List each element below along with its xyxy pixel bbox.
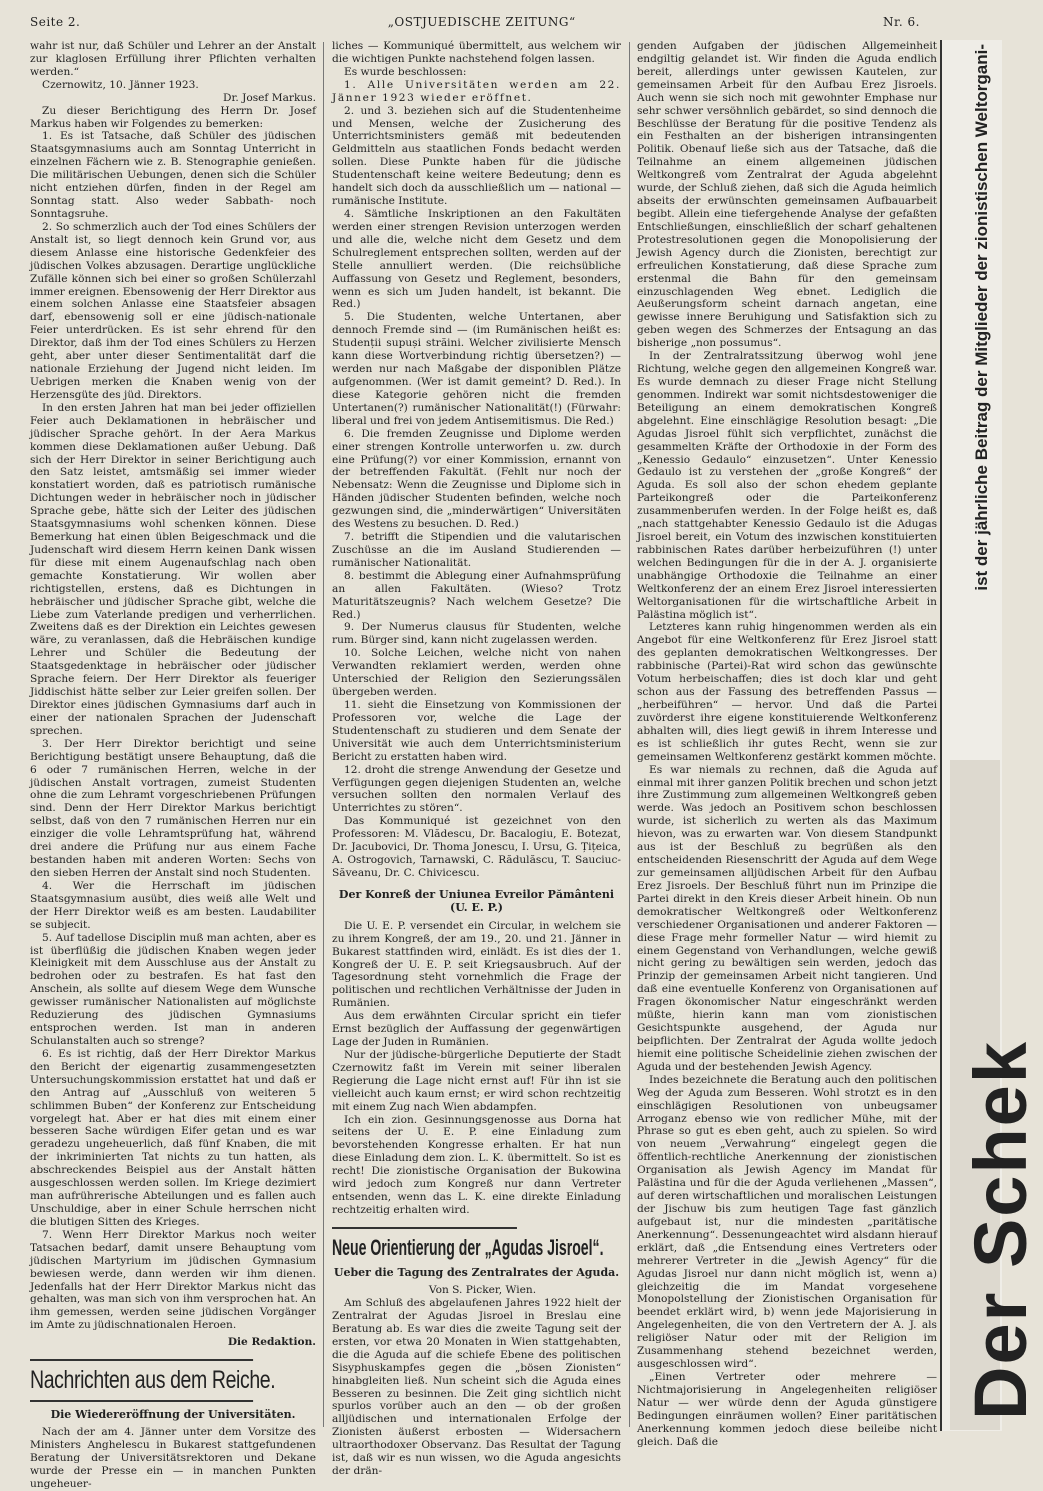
signer: Dr. Josef Markus.	[222, 91, 316, 104]
paragraph: genden Aufgaben der jüdischen Allgemeinheit endgiltig gelandet ist. Wir finden die Aguda endlich bereit, allerdings unter gewissen Kautelen, zur gemeinsamen Arbeit für den Aufbau Erez Jisroels. Auch wenn sie sich noch mit gewohnter Emphase nur sehr schwer versöhnlich gebärdet, so sind dennoch die Beschlüsse der Beratung für die positive Tendenz als ein Festhalten an der bisherigen intransingenten Politik. Obenauf ließe sich aus der Tatsache, daß die Teilnahme an einem allgemeinen jüdischen Weltkongreß vom Zentralrat der Aguda abgelehnt wurde, der Schluß ziehen, daß sich die Aguda heimlich abseits der erwünschten gemeinsamen Aufbauarbeit begibt. Allein eine tiefergehende Analyse der gefaßten Entschließungen, einschließlich der scharf gehaltenen Protestresolutionen gegen die Monopolisierung der Jewish Agency durch die Zionisten, berechtigt zur erfreulichen Konstatierung, daß diese Sprache zum erstenmal die Bahn für den gemeinsam einzuschlagenden Weg ebnet. Lediglich die Aeußerungsform scheint darnach angetan, eine gewisse innere Beruhigung und Satisfaktion sich zu geben wegen des Schmerzes der Entsagung an das bisherige „non possumus“.	[637, 40, 937, 350]
paragraph: Zu dieser Berichtigung des Herrn Dr. Josef Markus haben wir Folgendes zu bemerken:	[30, 104, 316, 130]
paragraph: 9. Der Numerus clausus für Studenten, welche rum. Bürger sind, kann nicht zugelassen werden.	[332, 621, 621, 647]
paragraph: liches — Kommuniqué übermittelt, aus welchem wir die wichtigen Punkte nachstehend folgen lassen.	[332, 40, 621, 65]
newspaper-title: „OSTJUEDISCHE ZEITUNG“	[387, 15, 576, 29]
article-headline: Neue Orientierung der „Agudas Jisroel“.	[332, 1227, 517, 1262]
paragraph: Nur der jüdische-bürgerliche Deputierte der Stadt Czernowitz faßt im Verein mit seiner liberalen Regierung die Lage nicht ernst auf! Für ihn ist sie vielleicht auch kaum ernst; er wird schon rechtzeitig mit einem Zug nach Wien abdampfen.	[332, 1048, 621, 1113]
side-advert-strip	[940, 40, 1042, 1431]
article-title: Der Konreß der Uniunea Evreilor Pământeni (U. E. P.)	[338, 887, 615, 915]
paragraph: 3. Der Herr Direktor berichtigt und seine Berichtigung bestätigt unsere Behauptung, daß die 6 oder 7 rumänischen Herren, welche in der jüdischen Anstalt vortragen, zumeist Studenten ohne die zum Lehramt vorgeschriebenen Prüfungen sind. Denn der Herr Direktor Markus berichtigt selbst, daß von den 7 rumänischen Herren nur ein einziger die volle Lehramtsprüfung hat, während drei andere die Prüfung nur aus einem Fache bestanden haben mit anderen Worten: Sechs von den sieben Herren der Anstalt sind noch Studenten.	[30, 737, 316, 879]
paragraph: 2. So schmerzlich auch der Tod eines Schülers der Anstalt ist, so liegt dennoch kein Grund vor, aus diesem Anlasse eine historische Gedenkfeier des jüdischen Volkes abzusagen. Derartige unglückliche Zufälle können sich bei einer so großen Schülerzahl immer ereignen. Ebensowenig der Herr Direktor aus einem solchen Anlasse eine Staatsfeier absagen darf, ebensowenig soll er eine jüdisch-nationale Feier unterdrücken. Es ist sehr ehrend für den Direktor, daß ihm der Tod eines Schülers zu Herzen geht, aber unter dieser Sentimentalität darf die nationale Erziehung der Jugend nicht leiden. Im Uebrigen merken die Knaben wenig von der Herzensgüte des jüd. Direktors.	[30, 220, 316, 401]
paragraph: Es wurde beschlossen:	[344, 65, 467, 78]
paragraph: 10. Solche Leichen, welche nicht von nahen Verwandten reklamiert werden, werden ohne Unterschied der Religion den Sezierungssälen übergeben werden.	[332, 647, 621, 699]
paragraph: 4. Sämtliche Inskriptionen an den Fakultäten werden einer strengen Revision unterzogen werden und alle die, welche nicht dem Gesetz und dem Schulreglement entsprechen sollten, werden auf der Stelle annulliert werden. (Die reichsübliche Auffassung von Gesetz und Reglement, besonders, wenn es sich um Juden handelt, ist bekannt. Die Red.)	[332, 207, 621, 311]
paragraph: 7. betrifft die Stipendien und die valutarischen Zuschüsse an die im Ausland Studierenden — rumänischer Nationalität.	[332, 531, 621, 569]
paragraph: 1. Es ist Tatsache, daß Schüler des jüdischen Staatsgymnasiums auch am Sonntag Unterricht in einzelnen Fächern wie z. B. Stenographie genießen. Die militärischen Uebungen, denen sich die Schüler nicht entziehen dürfen, finden in der Regel am Sonntag statt. Also weder Sabbath- noch Sonntagsruhe.	[30, 130, 316, 220]
signature: Die Redaktion.	[227, 1336, 316, 1349]
column-1	[30, 40, 316, 1490]
author-line: Von S. Picker, Wien.	[428, 1284, 537, 1297]
advert-panel	[950, 760, 1042, 1430]
column-rule	[629, 42, 630, 1427]
paragraph: Ich ein zion. Gesinnungsgenosse aus Dorna hat seitens der U. E. P. eine Einladung zum bevorstehenden Kongresse erhalten. Er hat nun diese Einladung dem zion. L. K. übermittelt. So ist es recht! Die zionistische Organisation der Bukowina wird jedoch zum Kongreß nur dann Vertreter entsenden, wenn das L. K. eine direkte Einladung rechtzeitig erhalten wird.	[332, 1113, 621, 1217]
column-rule	[323, 42, 324, 1427]
paragraph: 1. Alle Universitäten werden am 22. Jänner 1923 wieder eröffnet.	[332, 78, 621, 104]
page-number: Seite 2.	[30, 15, 81, 29]
paragraph: Indes bezeichnete die Beratung auch den politischen Weg der Aguda zum Besseren. Wohl strotzt es in den einschlägigen Resolutionen von unbeugsamer Arroganz ebenso wie von redlicher Mühe, mit der Phrase so gut es eben geht, auch zu spielen. So wird von neuem „Verwahrung“ eingelegt gegen die öffentlich-rechtliche Anerkennung der zionistischen Organisation als Jewish Agency im Mandat für Palästina und für die der Aguda verliehenen „Massen“, auf deren wirtschaftlichen und moralischen Leistungen der Jischuw bis zum heutigen Tage fast gänzlich aufgebaut ist, nur die mindesten „paritätische Anerkennung“. Dessenungeachtet wird alsdann hierauf erklärt, daß „die Entsendung eines Vertreters oder mehrerer Vertreter in die „Jewish Agency“ für die Agudas Jisroel nur dann nicht möglich ist, wenn a) gleichzeitig die im Mandat vorgesehene Monopolstellung der Zionistischen Organisation für beendet erklärt wird, b) wenn jede Majorisierung in Angelegenheiten, die von den Vertretern der A. J. als religiöser Natur oder mit der Religion im Zusammenhang stehend bezeichnet werden, ausgeschlossen wird“.	[637, 1073, 937, 1371]
paragraph: 8. bestimmt die Ablegung einer Aufnahmsprüfung an allen Fakultäten. (Wieso? Trotz Maturitätszeugnis? Nach welchem Gesetze? Die Red.)	[332, 569, 621, 621]
section-title: Nachrichten aus dem Reiche.	[30, 1359, 253, 1402]
paragraph: 5. Die Studenten, welche Untertanen, aber dennoch Fremde sind — (im Rumänischen heißt es: Studenții supuși străini. Welcher zivilisierte Mensch kann diese Wortverbindung richtig übersetzen?) — werden nur nach Maßgabe der disponiblen Plätze aufgenommen. (Wer ist damit gemeint? D. Red.). In diese Kategorie gehören nicht die fremden Untertanen(?) rumänischer Nationalität(!) (Fürwahr: liberal und frei von jedem Antisemitismus. Die Red.)	[332, 311, 621, 427]
paragraph: wahr ist nur, daß Schüler und Lehrer an der Anstalt zur klaglosen Erfüllung ihrer Pflichten verhalten werden.“	[30, 40, 316, 78]
paragraph: Die U. E. P. versendet ein Circular, in welchem sie zu ihrem Kongreß, der am 19., 20. und 21. Jänner in Bukarest stattfinden wird, einlädt. Es ist dies der 1. Kongreß der U. E. P. seit Kriegsausbruch. Auf der Tagesordnung steht vornehmlich die Frage der politischen und rechtlichen Verhältnisse der Juden in Rumänien.	[332, 919, 621, 1010]
article-subtitle: Ueber die Tagung des Zentralrates der Aguda.	[333, 1265, 620, 1279]
page-header	[30, 12, 920, 32]
paragraph: 7. Wenn Herr Direktor Markus noch weiter Tatsachen bedarf, damit unsere Behauptung vom jüdischen Martyrium im jüdischen Gymnasium bewiesen werde, dann werden wir ihm dienen. Jedenfalls hat der Herr Direktor Markus nicht das gehalten, was man sich von ihm versprochen hat. An ihm gemessen, werden seine jüdischen Vorgänger im Amte zu jüdischnationalen Heroen.	[30, 1228, 316, 1332]
column-3	[637, 40, 937, 1448]
paragraph: Das Kommuniqué ist gezeichnet von den Professoren: M. Vlădescu, Dr. Bacalogiu, E. Botezat, Dr. Jacubovici, Dr. Thoma Jonescu, I. Ursu, G. Țițeica, A. Ostrogovich, Tarnawski, C. Rădulăscu, T. Sauciuc-Săveanu, Dr. C. Chivicescu.	[332, 815, 621, 879]
advert-big-word: Der Schek	[959, 1040, 1042, 1420]
paragraph: 11. sieht die Einsetzung von Kommissionen der Professoren vor, welche die Lage der Studentenschaft zu studieren und dem Senate der Universität wie auch dem Unterrichtsministerium Bericht zu erstatten haben wird.	[332, 699, 621, 763]
paragraph: Am Schluß des abgelaufenen Jahres 1922 hielt der Zentralrat der Agudas Jisroel in Breslau eine Beratung ab. Es war dies die zweite Tagung seit der ersten, vor etwa 20 Monaten in Wien stattgehabten, die die Aguda auf die schiefe Ebene des politischen Sisyphuskampfes gegen die „bösen Zionisten“ hinabgleiten ließ. Nun scheint sich die Aguda eines Besseren zu besinnen. Die Zeit ging sichtlich nicht spurlos vorüber auch an den — ob der großen alljüdischen und internationalen Erfolge der Zionisten äußerst erbosten — Widersachern ultraorthodoxer Observanz. Das Resultat der Tagung ist, daß wir es nun wissen, wo die Aguda angesichts der drän-	[332, 1297, 621, 1478]
paragraph: 4. Wer die Herrschaft im jüdischen Staatsgymnasium ausübt, dies weiß alle Welt und der Herr Direktor weiß es am besten. Laudabiliter se subjecit.	[30, 879, 316, 931]
paragraph: 6. Die fremden Zeugnisse und Diplome werden einer strengen Kontrolle unterworfen u. zw. durch eine Prüfung(?) vor einer Kommission, ernannt von der betreffenden Fakultät. (Fehlt nur noch der Nebensatz: Wenn die Zeugnisse und Diplome sich in Händen jüdischer Studenten befinden, welche noch gezwungen sind, die „minderwärtigen“ Universitäten des Westens zu besuchen. D. Red.)	[332, 427, 621, 531]
paragraph: In den ersten Jahren hat man bei jeder offiziellen Feier auch Deklamationen in hebräischer und jüdischer Sprache gehört. In der Aera Markus kommen diese Deklamationen außer Uebung. Daß sich der Herr Direktor in seiner Berichtigung auch den Satz leistet, amtsmäßig sei immer wieder konstatiert worden, daß es patriotisch rumänische Dichtungen weder in hebräischer noch in jüdischer Sprache gebe, hätte sich der Leiter des jüdischen Staatsgymnasiums wohl schenken können. Diese Bemerkung hat einen üblen Beigeschmack und die Judenschaft wird diesem Herrn keinen Dank wissen für diese mit einem Augenaufschlag nach oben gemachte Konstatierung. Wir wollen aber richtigstellen, erstens, daß es Dichtungen in hebräischer und jüdischer Sprache gibt, welche die Liebe zum Vaterlande predigen und verherrlichen. Zweitens daß es der Direktion ein Leichtes gewesen wäre, zu veranlassen, daß die Hebräischen kundige Lehrer und Schüler die Bedeutung der Staatsgedenktage in hebräischer oder jüdischer Sprache feiern. Der Herr Direktor als feueriger Jiddischist hätte selber zur Leier greifen sollen. Der Direktor eines jüdischen Gymnasiums darf auch in einer der nationalen Sprachen der Judenschaft sprechen.	[30, 401, 316, 737]
advert-rotated-text: ist der jährliche Beitrag der Mitglieder der zionistischen Weltorgani-	[972, 44, 991, 591]
place-date: Czernowitz, 10. Jänner 1923.	[42, 78, 199, 91]
paragraph: „Einen Vertreter oder mehrere — Nichtmajorisierung in Angelegenheiten religiöser Natur — wer würde denn der Aguda günstigere Bedingungen einräumen wollen? Einer paritätischen Anerkennung kommen jedoch diese beileibe nicht gleich. Daß die	[637, 1370, 937, 1448]
paragraph: Aus dem erwähnten Circular spricht ein tiefer Ernst bezüglich der Auffassung der gegenwärtigen Lage der Juden in Rumänien.	[332, 1010, 621, 1049]
article-subtitle: Die Wiedereröffnung der Universitäten.	[50, 1407, 296, 1421]
paragraph: 12. droht die strenge Anwendung der Gesetze und Verfügungen gegen diejenigen Studenten an, welche versuchen sollten den normalen Verlauf des Unterrichtes zu stören“.	[332, 763, 621, 815]
issue-number: Nr. 6.	[883, 15, 920, 29]
paragraph: 6. Es ist richtig, daß der Herr Direktor Markus den Bericht der eigenartig zusammengesetzten Untersuchungskommission erstattet hat und daß er den Antrag auf „Ausschluß von weiteren 5 schlimmen Buben“ der Konferenz zur Entscheidung vorgelegt hat. Aber er hat dies mit einem einer besseren Sache würdigen Eifer getan und es war geradezu ungeheuerlich, daß fünf Knaben, die mit der inkriminierten Tat nichts zu tun hatten, als abschreckendes Beispiel aus der Anstalt hätten ausgeschlossen werden sollen. Im Kriege dezimiert man aufrührerische Abteilungen und es fallen auch Unschuldige, aber in einer Schule herrschen nicht die blutigen Sitten des Krieges.	[30, 1047, 316, 1228]
column-2	[332, 40, 621, 1478]
paragraph: In der Zentralratssitzung überwog wohl jene Richtung, welche gegen den allgemeinen Kongreß war. Es wurde demnach zu dieser Frage nicht Stellung genommen. Indirekt war somit nichtsdestoweniger die Beteiligung an einem demokratischen Kongreß abgelehnt. Eine einschlägige Resolution besagt: „Die Agudas Jisroel fühlt sich verpflichtet, zunächst die gesammelten Kräfte der Orthodoxie in der Form des „Kenessio Gedaulo“ einzusetzen“. Unter Kenessio Gedaulo ist zu verstehen der „große Kongreß“ der Aguda. Es soll also der schon ehedem geplante Parteikongreß oder die Parteikonferenz zusammenberufen werden. In der Folge heißt es, daß „nach stattgehabter Kenessio Gedaulo ist die Adugas Jisroel bereit, ein Votum des inzwischen konstituierten rabbinischen Rates darüber herbeizuführen (!) unter welchen Bedingungen für die in der A. J. organisierte unabhängige Orthodoxie die Teilnahme an einer Weltkonferenz der an einem Erez Jisroel interessierten Weltorganisationen für die wirtschaftliche Arbeit in Palästina möglich ist“.	[637, 350, 937, 621]
paragraph: Letzteres kann ruhig hingenommen werden als ein Angebot für eine Weltkonferenz für Erez Jisroel statt des geplanten demokratischen Weltkongresses. Der rabbinische (Partei)-Rat wird schon das gewünschte Votum herbeischaffen; dies ist doch klar und geht schon aus der Fassung des betreffenden Passus — „herbeiführen“ — hervor. Und daß die Partei zuvörderst ihre eigene konstituierende Weltkonferenz abhalten will, dies liegt gewiß in ihrem Interesse und es ist schließlich ihr gutes Recht, wenn sie zur gemeinsamen Weltkonferenz gestärkt kommen möchte.	[637, 621, 937, 763]
paragraph: Es war niemals zu rechnen, daß die Aguda auf einmal mit ihrer ganzen Politik brechen und schon jetzt ihre Zustimmung zum allgemeinen Weltkongreß geben werde. Was jedoch an Positivem schon beschlossen wurde, ist sicherlich zu werten als das Maximum hievon, was zu erwarten war. Von diesem Standpunkt aus ist der Beschluß zu begrüßen als den entscheidenden Riesenschritt der Aguda auf dem Wege zur gemeinsamen alljüdischen Arbeit für den Aufbau Erez Jisroels. Der Beschluß führt nun im Prinzipe die Partei direkt in den Kreis dieser Arbeit hinein. Ob nun demokratischer Weltkongreß oder Weltkonferenz verschiedener Organisationen und anderer Faktoren — diese Frage mehr formeller Natur — wird hiemit zu einem Gegenstand von Verhandlungen, welche gewiß nicht gering zu bewältigen sein werden, jedoch das Prinzip der gemeinsamen Arbeit nicht tangieren. Und daß eine eventuelle Konferenz von Organisationen auf Fragen ökonomischer Natur eingeschränkt werden müßte, hierin kann man vom zionistischen Gesichtspunkte ausgehend, der Aguda nur beipflichten. Der Zentralrat der Aguda wollte jedoch hiemit eine politische Scheidelinie ziehen zwischen der Aguda und der bestehenden Jewish Agency.	[637, 763, 937, 1073]
paragraph: 2. und 3. beziehen sich auf die Studentenheime und Mensen, welche der Zusicherung des Unterrichtsministers gemäß mit bedeutenden Geldmitteln aus staatlichen Fonds bedacht werden sollen. Diese Punkte haben für die jüdische Studentenschaft keine weitere Bedeutung; denn es handelt sich doch da ausschließlich um — national — rumänische Institute.	[332, 104, 621, 208]
paragraph: Nach der am 4. Jänner unter dem Vorsitze des Ministers Anghelescu in Bukarest stattgefundenen Beratung der Universitätsrektoren und Dekane wurde der Presse ein — in manchen Punkten ungeheuer-	[30, 1426, 316, 1490]
paragraph: 5. Auf tadellose Disciplin muß man achten, aber es ist überflüßig die jüdischen Knaben wegen jeder Kleinigkeit mit dem Ausschluse aus der Anstalt zu bedrohen oder zu bestrafen. Es hat fast den Anschein, als sollte auf diesem Wege dem Wunsche gewisser rumänischer Nationalisten auf möglichste Reduzierung des jüdischen Gymnasiums entsprochen werden. Ist man in anderen Schulanstalten auch so strenge?	[30, 931, 316, 1047]
